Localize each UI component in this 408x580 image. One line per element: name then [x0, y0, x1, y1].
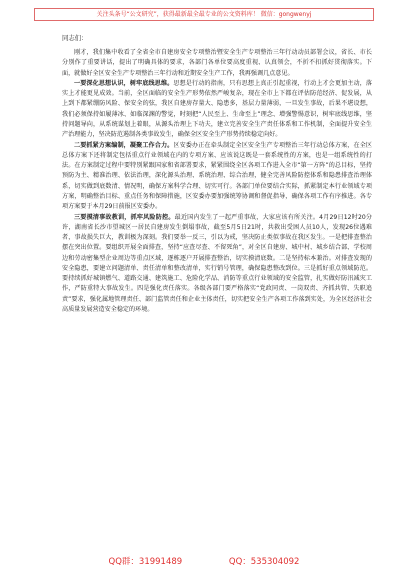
paragraph-3	[62, 141, 372, 213]
paragraph-text: 思想是行动的指南，只有思想上真正引起重视，行动上才会更加主动，落实上才能更见成效。当前，全区面临的安全生产形势依然严峻复杂，现在全市上下都在评估防范经济、促发展，从上到下都紧绷防风险、保安全的弦，我区自建房存量大、隐患多，基层力量薄弱，一旦发生事故，后果不堪设想，我们必须保持如履薄冰、如临深渊的警觉，时刻把“人民至上、生命至上”理念、增强警惕意识，树牢底线思维，坚持问题导向，从系统谋划上着眼，从源头治理上下功夫，建立完善安全生产责任体系和工作机制，全面提升安全生产治理能力，坚决防范遏制各类事故发生，确保全区安全生产形势持续稳定向好。	[62, 79, 372, 139]
paragraph-heading: 三要摸清事故教训，抓牢风险防控。	[74, 213, 175, 221]
qq-group: QQ群：31991489	[108, 557, 183, 567]
header-banner: 关注头条号“公文研究”，获得最新最全最专业的公文资料库！ 微信：gongwenyj	[34, 8, 374, 21]
document-body	[62, 30, 372, 545]
paragraph-heading: 一要深化思想认识，树牢底线思维。	[74, 79, 174, 87]
salutation: 同志们：	[62, 34, 88, 42]
paragraph-4	[62, 213, 372, 316]
paragraph-text: 刚才，我们集中收看了全省全市自建房安全专项整治暨安全生产专项整治三年行动动员部署会议，省长、市长分别作了重要讲话，提出了明确具体的要求，各部门各单位要高度重视、认真领会，不折不扣抓好贯彻落实。下面，就做好全区安全生产专项整治三年行动和近期安全生产工作，我再强调几点意见。	[62, 49, 372, 77]
paragraph-text: 最近国内发生了一起严重事故，大家应该有所关注。4月29日12时20分许，湖南省长沙市望城区一居民自建房发生倒塌事故，截至5月5日21时，共救出受困人员10人，发现26位遇难者，事故损失巨大，教训极为深刻。我们要举一反三，引以为戒，坚决防止类似事故在我区发生。一是把排查整治摆在突出位置。要组织开展全面排查，坚持“应查尽查、不留死角”，对全区自建房、城中村、城乡结合部、学校周边和劳动密集型企业周边等重点区域，逐栋逐户开展排查整治，切实摸清底数。二是坚持标本兼治。对排查发现的安全隐患，要建立问题清单、责任清单和整改清单，实行销号管理，确保隐患整改到位。三是抓好重点领域防范。要持续抓好城镇燃气、道路交通、建筑施工、危险化学品、消防等重点行业领域的安全监管，扎实做好防汛减灾工作，严防重特大事故发生。四是强化责任落实。各级各部门要严格落实“党政同责、一岗双责、齐抓共管、失职追责”要求，强化属地管理责任、部门监管责任和企业主体责任，切实把安全生产各项工作落到实处，为全区经济社会高质量发展营造安全稳定的环境。	[62, 213, 372, 314]
qq-number: QQ：535304092	[228, 557, 300, 567]
footer-contact	[0, 555, 408, 567]
paragraph-heading: 二要抓紧方案编制，凝聚工作合力。	[74, 141, 174, 149]
paragraph-text: 区安委办正在牵头制定全区安全生产专项整治三年行动总体方案，在全区总体方案下还将制定包括重点行业领域在内的专项方案、应该说这既是一套系统性的方案，也是一组系统性的打法。在方案制定过程中要特别紧跟国家和省部署要求，紧紧围绕全区各项工作进入全市“第一方阵”的总目标，坚持预防为主、精准治理、依法治理，深化源头治理、系统治理、综合治理，健全完善风险防控体系和隐患排查治理体系，切实做到底数清、情况明，确保方案科学合理、切实可行。各部门单位要结合实际，抓紧制定本行业领域专项方案，明确整治目标、重点任务和保障措施，区安委办要加强统筹协调和督促指导，确保各项工作有序推进。各专项方案要于本月29日前报区安委办。	[62, 141, 372, 211]
paragraph-2	[62, 79, 372, 141]
paragraph-1	[62, 48, 372, 79]
